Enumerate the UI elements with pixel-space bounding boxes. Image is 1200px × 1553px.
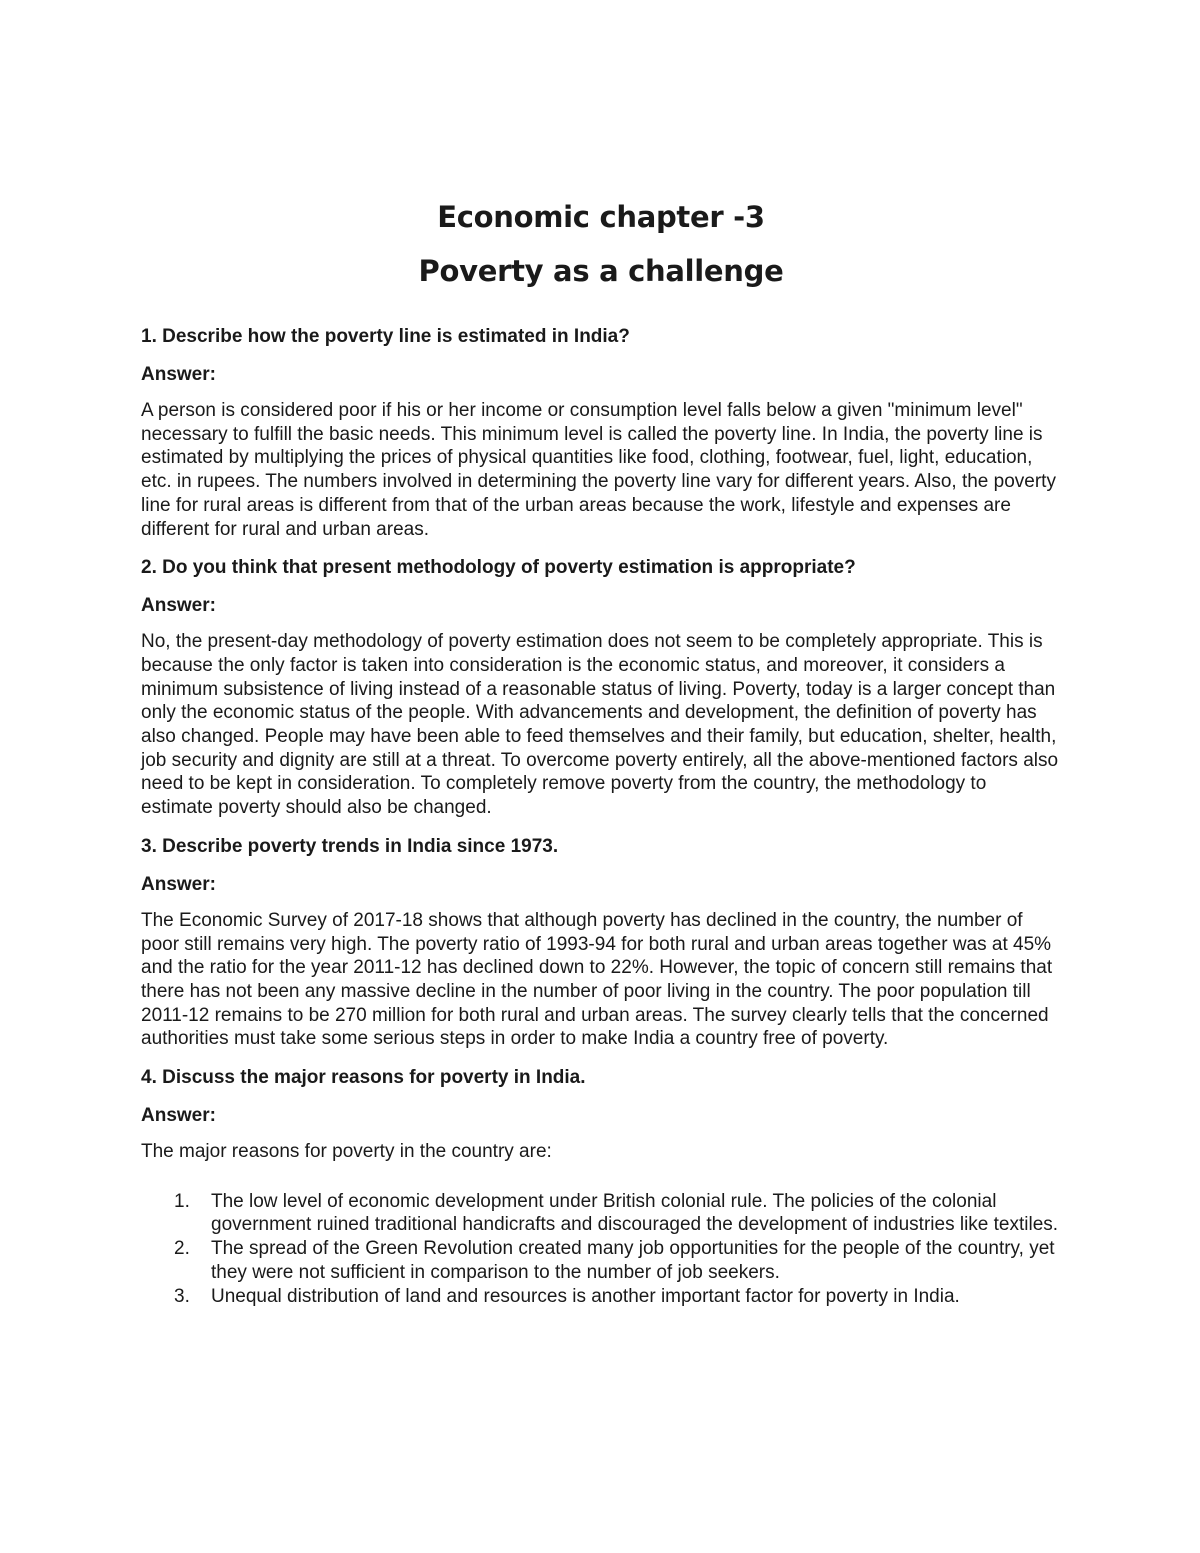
- answer-text-1: A person is considered poor if his or her income or consumption level falls below a given "minimum level" necessary to fulfill the basic needs. This minimum level is called the poverty line. In India, the poverty line is estimated by multiplying the prices of physical quantities like food, clothing, footwear, fuel, light, education, etc. in rupees. The numbers involved in determining the poverty line vary for different years. Also, the poverty line for rural areas is different from that of the urban areas because the work, lifestyle and expenses are different for rural and urban areas.: [141, 400, 1056, 540]
- answer-text-4: The major reasons for poverty in the country are:: [141, 1141, 552, 1163]
- answer-label-2: Answer:: [141, 595, 216, 617]
- qa-section-2: [141, 556, 1061, 820]
- reasons-list: [141, 1190, 1061, 1309]
- qa-section-4: [141, 1066, 1061, 1308]
- list-item: [141, 1285, 1061, 1309]
- question-1: 1. Describe how the poverty line is estimated in India?: [141, 326, 630, 347]
- answer-label-4: Answer:: [141, 1105, 216, 1127]
- question-3: 3. Describe poverty trends in India since 1973.: [141, 835, 559, 857]
- list-item: [141, 1190, 1061, 1237]
- list-item-text: The low level of economic development under British colonial rule. The policies of the colonial government ruined traditional handicrafts and discouraged the development of industries like textiles.: [211, 1190, 1059, 1236]
- document-page: [141, 190, 1061, 1308]
- question-2: 2. Do you think that present methodology of poverty estimation is appropriate?: [141, 557, 856, 579]
- list-item-number: 1.: [174, 1190, 190, 1212]
- title-block: [141, 190, 1061, 298]
- document-subtitle: Poverty as a challenge: [418, 254, 784, 288]
- list-item: [141, 1237, 1061, 1284]
- answer-label-1: Answer:: [141, 364, 216, 385]
- qa-section-1: [141, 325, 1061, 541]
- list-item-number: 3.: [174, 1285, 190, 1307]
- answer-text-2: No, the present-day methodology of poverty estimation does not seem to be completely appropriate. This is because the only factor is taken into consideration is the economic status, and moreover, it considers a minimum subsistence of living instead of a reasonable status of living. Poverty, today is a larger concept than only the economic status of the people. With advancements and development, the definition of poverty has also changed. People may have been able to feed themselves and their family, but education, shelter, health, job security and dignity are still at a threat. To overcome poverty entirely, all the above-mentioned factors also need to be kept in consideration. To completely remove poverty from the country, the methodology to estimate poverty should also be changed.: [141, 631, 1059, 819]
- list-item-text: Unequal distribution of land and resources is another important factor for poverty in India.: [211, 1285, 960, 1307]
- answer-label-3: Answer:: [141, 873, 216, 895]
- list-item-text: The spread of the Green Revolution created many job opportunities for the people of the country, yet they were not sufficient in comparison to the number of job seekers.: [211, 1238, 1055, 1283]
- qa-section-3: [141, 835, 1061, 1051]
- answer-text-3: The Economic Survey of 2017-18 shows that although poverty has declined in the country, the number of poor still remains very high. The poverty ratio of 1993-94 for both rural and urban areas together was at 45% and the ratio for the year 2011-12 has declined down to 22%. However, the topic of concern still remains that there has not been any massive decline in the number of poor living in the country. The poor population till 2011-12 remains to be 270 million for both rural and urban areas. The survey clearly tells that the concerned authorities must take some serious steps in order to make India a country free of poverty.: [141, 909, 1053, 1050]
- question-4: 4. Discuss the major reasons for poverty in India.: [141, 1067, 586, 1089]
- list-item-number: 2.: [174, 1238, 190, 1260]
- document-title: Economic chapter -3: [437, 200, 765, 234]
